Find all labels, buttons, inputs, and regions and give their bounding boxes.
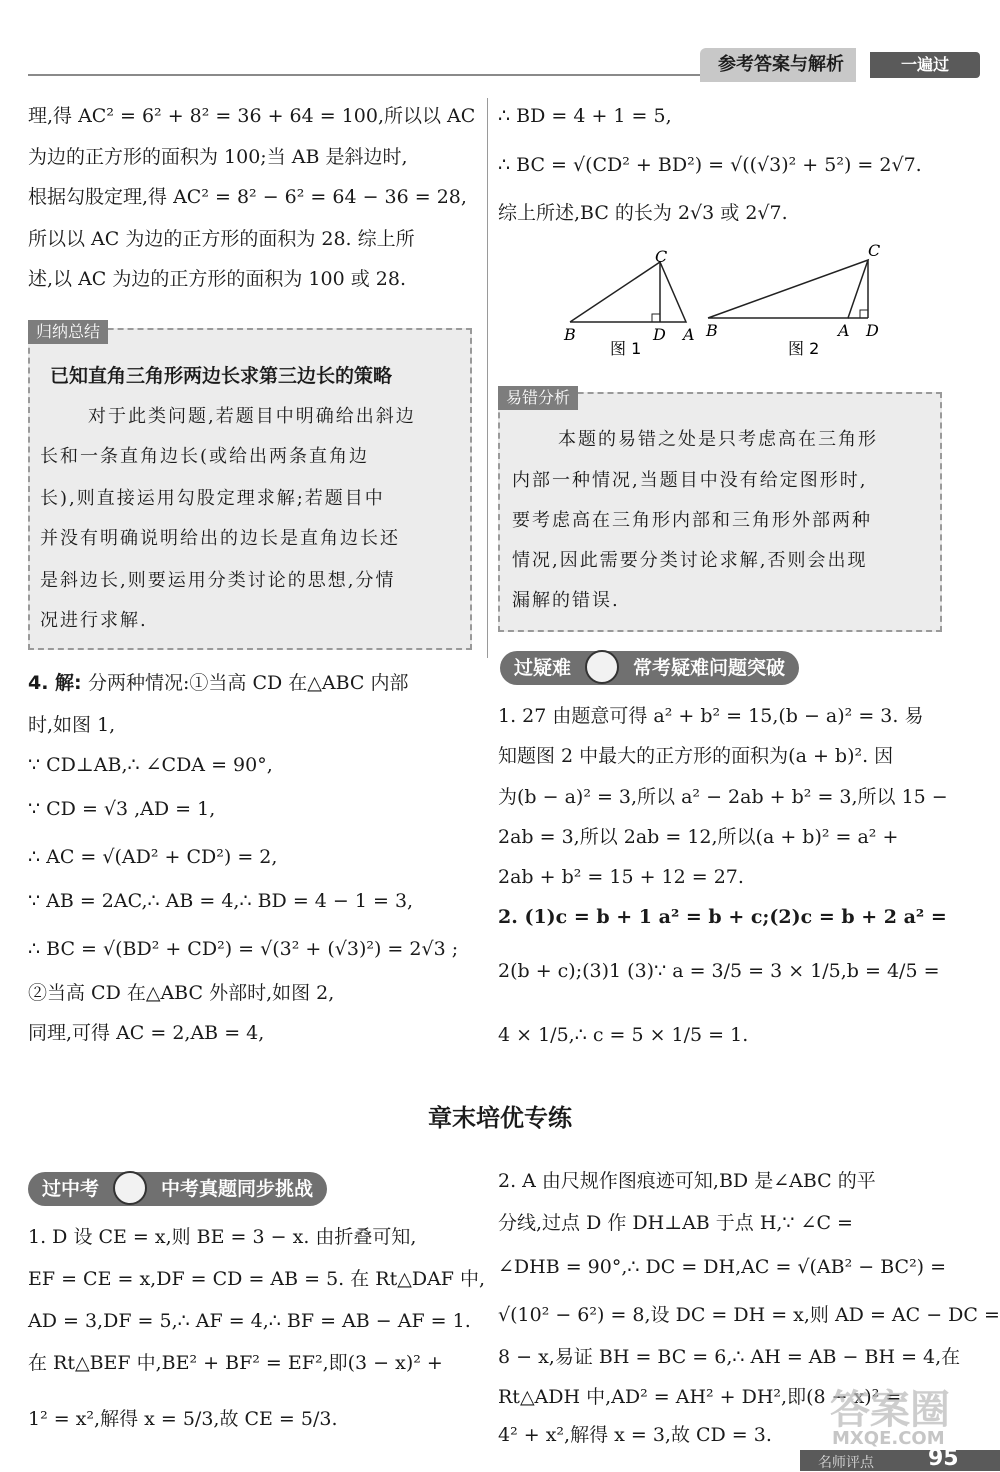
bottom-right-line: 8 − x,易证 BH = BC = 6,∴ AH = AB − BH = 4,在 — [498, 1346, 961, 1368]
q4-line: 分两种情况:①当高 CD 在△ABC 内部 — [88, 672, 409, 694]
fig2-label-c: C — [868, 241, 881, 260]
answer-line: 2ab + b² = 15 + 12 = 27. — [498, 866, 744, 888]
summary-line: 对于此类问题,若题目中明确给出斜边 — [88, 406, 416, 427]
summary-line: 况进行求解. — [40, 610, 148, 631]
header-brand: 一遍过 — [870, 52, 980, 78]
q4-line: ∵ AB = 2AC,∴ AB = 4,∴ BD = 4 − 1 = 3, — [28, 890, 414, 912]
error-tag: 易错分析 — [498, 386, 578, 410]
q4-label: 4. 解: — [28, 672, 82, 694]
q4-line: ②当高 CD 在△ABC 外部时,如图 2, — [28, 982, 335, 1004]
exam-banner — [28, 1172, 327, 1206]
footer-text: 名师评点 — [818, 1455, 874, 1471]
fig1-label-d: D — [653, 325, 666, 344]
answer-line: 2ab = 3,所以 2ab = 12,所以(a + b)² = a² + — [498, 826, 899, 848]
answer-line: 知题图 2 中最大的正方形的面积为(a + b)². 因 — [498, 745, 894, 767]
q4-line: ∵ CD⊥AB,∴ ∠CDA = 90°, — [28, 754, 273, 776]
right-line: ∴ BD = 4 + 1 = 5, — [498, 105, 672, 127]
fig2-caption: 图 2 — [788, 339, 820, 358]
header-section-title: 参考答案与解析 — [700, 48, 856, 82]
q4-line: ∴ AC = √(AD² + CD²) = 2, — [28, 846, 278, 868]
figure-2 — [705, 241, 880, 358]
q4-line: 同理,可得 AC = 2,AB = 4, — [28, 1022, 265, 1044]
smiley-icon — [585, 650, 619, 684]
text-line: 根据勾股定理,得 AC² = 8² − 6² = 64 − 36 = 28, — [28, 186, 467, 208]
error-line: 本题的易错之处是只考虑高在三角形 — [558, 429, 878, 450]
figure-1 — [563, 247, 695, 358]
answer-line: 2. (1)c = b + 1 a² = b + c;(2)c = b + 2 a² = — [498, 906, 947, 928]
header-rule — [28, 74, 728, 76]
fig1-label-b: B — [564, 325, 576, 344]
bottom-left-line: EF = CE = x,DF = CD = AB = 5. 在 Rt△DAF 中, — [28, 1268, 486, 1290]
bottom-right-line: ∠DHB = 90°,∴ DC = DH,AC = √(AB² − BC²) = — [498, 1256, 947, 1278]
summary-line: 并没有明确说明给出的边长是直角边长还 — [40, 528, 400, 549]
watermark-url: MXQE.COM — [832, 1428, 945, 1449]
page-number: 95 — [928, 1446, 959, 1471]
fig2-label-d: D — [866, 321, 879, 340]
difficulty-banner-right: 常考疑难问题突破 — [633, 657, 786, 679]
error-line: 情况,因此需要分类讨论求解,否则会出现 — [512, 550, 868, 571]
column-divider — [487, 98, 488, 658]
answer-line: 1. 27 由题意可得 a² + b² = 15,(b − a)² = 3. 易 — [498, 705, 924, 727]
summary-tag: 归纳总结 — [28, 320, 108, 344]
bottom-left-line: AD = 3,DF = 5,∴ AF = 4,∴ BF = AB − AF = 1. — [28, 1310, 471, 1332]
error-line: 要考虑高在三角形内部和三角形外部两种 — [512, 510, 872, 531]
fig1-caption: 图 1 — [610, 339, 642, 358]
q4-line: ∴ BC = √(BD² + CD²) = √(3² + (√3)²) = 2√3 ; — [28, 938, 459, 960]
error-line: 内部一种情况,当题目中没有给定图形时, — [512, 470, 868, 491]
error-line: 漏解的错误. — [512, 590, 620, 611]
difficulty-banner — [500, 651, 799, 685]
text-line: 所以以 AC 为边的正方形的面积为 28. 综上所 — [28, 228, 415, 250]
exam-banner-left: 过中考 — [42, 1178, 100, 1200]
bottom-right-line: 4² + x²,解得 x = 3,故 CD = 3. — [498, 1424, 772, 1446]
fig2-label-b: B — [706, 321, 718, 340]
triangle-figures — [500, 240, 940, 365]
bottom-right-line: 2. A 由尺规作图痕迹可知,BD 是∠ABC 的平 — [498, 1170, 876, 1192]
bottom-left-line: 1² = x²,解得 x = 5/3,故 CE = 5/3. — [28, 1408, 338, 1430]
fig1-label-c: C — [655, 247, 668, 266]
summary-line: 长和一条直角边长(或给出两条直角边 — [40, 446, 370, 467]
fig1-label-a: A — [683, 325, 695, 344]
q4-line: ∵ CD = √3 ,AD = 1, — [28, 798, 216, 820]
summary-title: 已知直角三角形两边长求第三边长的策略 — [50, 365, 393, 387]
text-line: 述,以 AC 为边的正方形的面积为 100 或 28. — [28, 268, 406, 290]
answer-line: 4 × 1/5,∴ c = 5 × 1/5 = 1. — [498, 1024, 749, 1046]
text-line: 为边的正方形的面积为 100;当 AB 是斜边时, — [28, 146, 408, 168]
exam-banner-right: 中考真题同步挑战 — [161, 1178, 314, 1200]
bottom-right-line: Rt△ADH 中,AD² = AH² + DH²,即(8 − x)² = — [498, 1386, 902, 1408]
answer-line: 为(b − a)² = 3,所以 a² − 2ab + b² = 3,所以 15 − — [498, 786, 948, 808]
summary-line: 长),则直接运用勾股定理求解;若题目中 — [40, 488, 385, 509]
fig2-label-a: A — [838, 321, 850, 340]
watermark-logo: 答案圈 — [830, 1387, 950, 1433]
bottom-left-line: 在 Rt△BEF 中,BE² + BF² = EF²,即(3 − x)² + — [28, 1352, 443, 1374]
bottom-right-line: 分线,过点 D 作 DH⊥AB 于点 H,∵ ∠C = — [498, 1212, 853, 1234]
graduation-cap-icon — [113, 1171, 147, 1205]
bottom-right-line: √(10² − 6²) = 8,设 DC = DH = x,则 AD = AC − DC = — [498, 1304, 1000, 1326]
section-title: 章末培优专练 — [428, 1104, 572, 1132]
text-line: 理,得 AC² = 6² + 8² = 36 + 64 = 100,所以以 AC — [28, 105, 476, 127]
summary-line: 是斜边长,则要运用分类讨论的思想,分情 — [40, 570, 396, 591]
difficulty-banner-left: 过疑难 — [514, 657, 572, 679]
q4-line: 时,如图 1, — [28, 714, 116, 736]
bottom-left-line: 1. D 设 CE = x,则 BE = 3 − x. 由折叠可知, — [28, 1226, 417, 1248]
answer-line: 2(b + c);(3)1 (3)∵ a = 3/5 = 3 × 1/5,b = 4/5 = — [498, 960, 940, 982]
right-line: 综上所述,BC 的长为 2√3 或 2√7. — [498, 202, 788, 224]
right-line: ∴ BC = √(CD² + BD²) = √((√3)² + 5²) = 2√7. — [498, 154, 922, 176]
